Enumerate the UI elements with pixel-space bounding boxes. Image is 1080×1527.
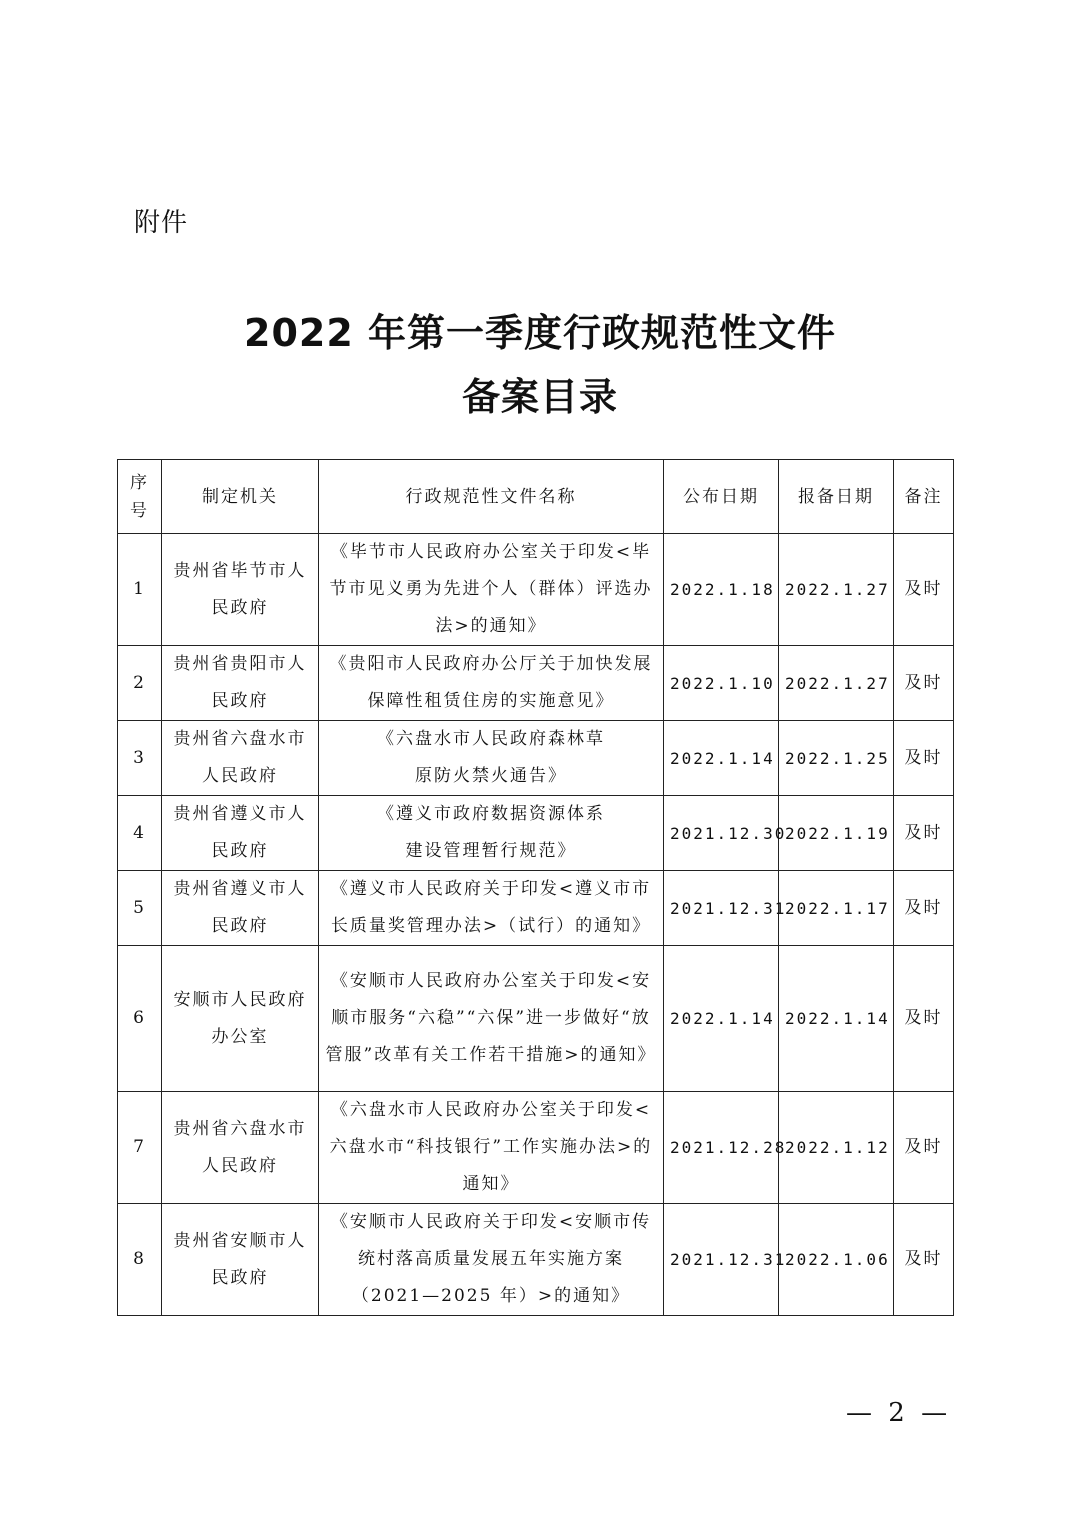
row-org: 贵州省毕节市人民政府	[162, 534, 319, 646]
row-org: 贵州省贵阳市人民政府	[162, 646, 319, 721]
row-doc-name: 《遵义市政府数据资源体系建设管理暂行规范》	[319, 796, 664, 871]
row-doc-name: 《毕节市人民政府办公室关于印发<毕节市见义勇为先进个人（群体）评选办法>的通知》	[319, 534, 664, 646]
row-org: 安顺市人民政府办公室	[162, 946, 319, 1092]
header-pub-date: 公布日期	[664, 460, 779, 534]
header-name: 行政规范性文件名称	[319, 460, 664, 534]
row-note: 及时	[894, 646, 954, 721]
row-pub-date: 2022.1.14	[664, 721, 779, 796]
row-note: 及时	[894, 1204, 954, 1316]
row-report-date: 2022.1.12	[779, 1092, 894, 1204]
row-doc-name: 《安顺市人民政府办公室关于印发<安顺市服务“六稳”“六保”进一步做好“放管服”改革有关工作若干措施>的通知》	[319, 946, 664, 1092]
table-row	[118, 796, 954, 871]
row-no: 7	[118, 1092, 162, 1204]
row-pub-date: 2021.12.28	[664, 1092, 779, 1204]
header-org: 制定机关	[162, 460, 319, 534]
row-org: 贵州省六盘水市人民政府	[162, 721, 319, 796]
attachment-label: 附件	[134, 208, 189, 238]
row-org: 贵州省遵义市人民政府	[162, 796, 319, 871]
row-no: 2	[118, 646, 162, 721]
table-row	[118, 946, 954, 1092]
table-header-row	[118, 460, 954, 534]
document-title-line1: 2022 年第一季度行政规范性文件	[244, 311, 836, 355]
row-no: 5	[118, 871, 162, 946]
row-report-date: 2022.1.27	[779, 534, 894, 646]
table-row	[118, 1092, 954, 1204]
row-org: 贵州省遵义市人民政府	[162, 871, 319, 946]
row-note: 及时	[894, 796, 954, 871]
row-pub-date: 2021.12.31	[664, 1204, 779, 1316]
page-number: — 2 —	[846, 1398, 952, 1428]
document-title-line2: 备案目录	[461, 375, 618, 419]
row-note: 及时	[894, 1092, 954, 1204]
row-pub-date: 2021.12.30	[664, 796, 779, 871]
header-report-date: 报备日期	[779, 460, 894, 534]
row-pub-date: 2022.1.18	[664, 534, 779, 646]
row-no: 4	[118, 796, 162, 871]
row-org: 贵州省安顺市人民政府	[162, 1204, 319, 1316]
row-no: 1	[118, 534, 162, 646]
row-note: 及时	[894, 534, 954, 646]
row-doc-name: 《六盘水市人民政府森林草原防火禁火通告》	[319, 721, 664, 796]
table-row	[118, 646, 954, 721]
row-note: 及时	[894, 871, 954, 946]
row-doc-name: 《遵义市人民政府关于印发<遵义市市长质量奖管理办法>（试行）的通知》	[319, 871, 664, 946]
table-row	[118, 1204, 954, 1316]
table-row	[118, 721, 954, 796]
row-report-date: 2022.1.06	[779, 1204, 894, 1316]
row-doc-name: 《安顺市人民政府关于印发<安顺市传统村落高质量发展五年实施方案（2021—2025 年）>的通知》	[319, 1204, 664, 1316]
row-pub-date: 2022.1.10	[664, 646, 779, 721]
row-note: 及时	[894, 946, 954, 1092]
row-pub-date: 2021.12.31	[664, 871, 779, 946]
row-doc-name: 《贵阳市人民政府办公厅关于加快发展保障性租赁住房的实施意见》	[319, 646, 664, 721]
header-no: 序号	[118, 460, 162, 534]
row-report-date: 2022.1.25	[779, 721, 894, 796]
row-report-date: 2022.1.14	[779, 946, 894, 1092]
row-no: 6	[118, 946, 162, 1092]
row-note: 及时	[894, 721, 954, 796]
table-row	[118, 871, 954, 946]
row-report-date: 2022.1.19	[779, 796, 894, 871]
header-note: 备注	[894, 460, 954, 534]
filing-record-table	[117, 459, 954, 1316]
row-report-date: 2022.1.27	[779, 646, 894, 721]
table-row	[118, 534, 954, 646]
row-no: 3	[118, 721, 162, 796]
row-org: 贵州省六盘水市人民政府	[162, 1092, 319, 1204]
row-report-date: 2022.1.17	[779, 871, 894, 946]
row-doc-name: 《六盘水市人民政府办公室关于印发<六盘水市“科技银行”工作实施办法>的通知》	[319, 1092, 664, 1204]
row-pub-date: 2022.1.14	[664, 946, 779, 1092]
row-no: 8	[118, 1204, 162, 1316]
